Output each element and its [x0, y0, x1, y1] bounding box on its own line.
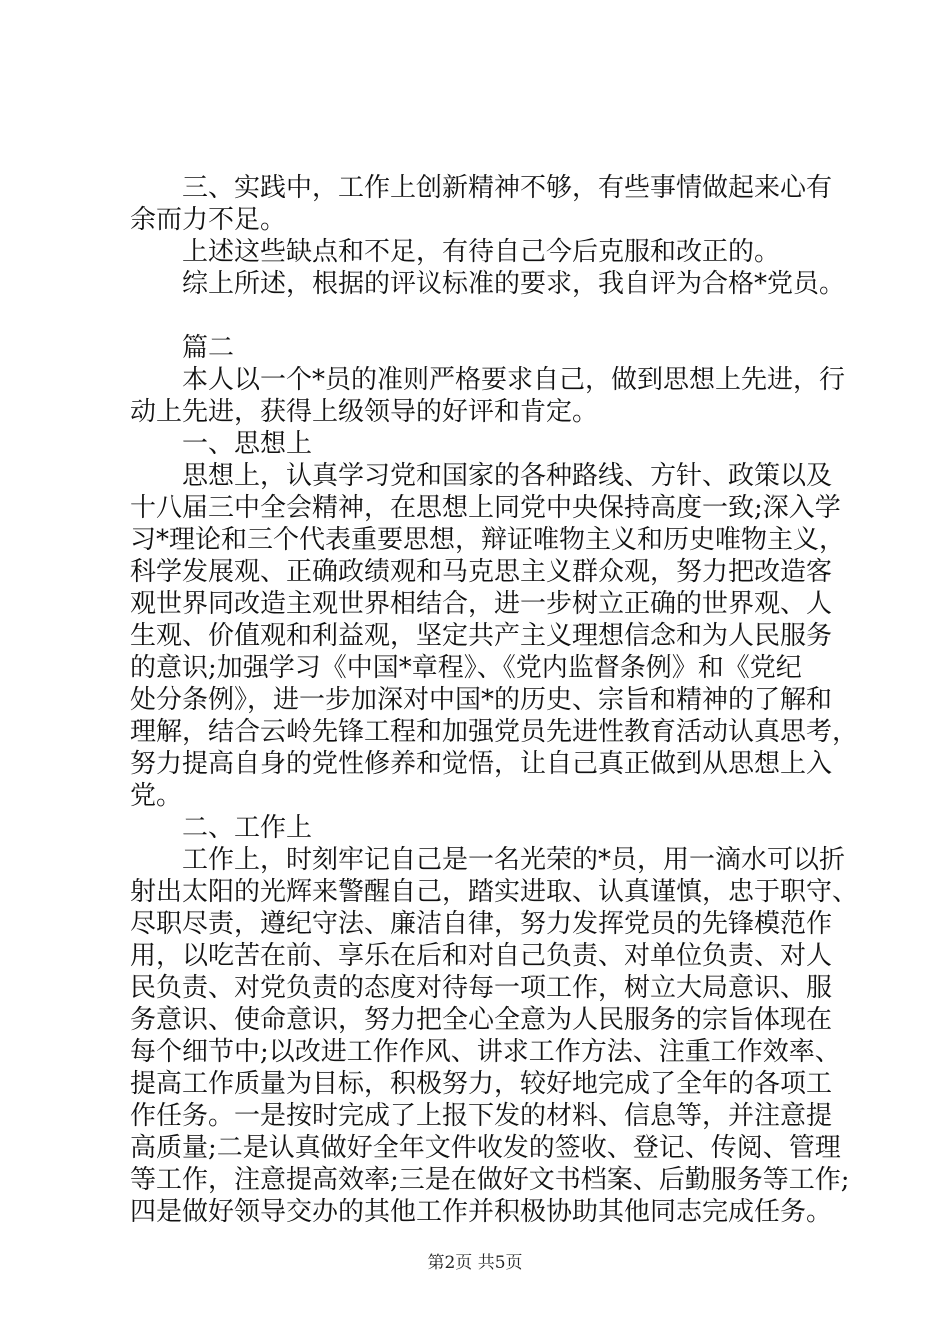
- paragraph-line: 努力提高自身的党性修养和觉悟，让自己真正做到从思想上入: [130, 749, 833, 779]
- paragraph-line: 本人以一个*员的准则严格要求自己，做到思想上先进，行: [182, 365, 846, 395]
- blank-line: [130, 300, 832, 332]
- paragraph-line: 动上先进，获得上级领导的好评和肯定。: [130, 397, 599, 427]
- paragraph-line: 高质量;二是认真做好全年文件收发的签收、登记、传阅、管理: [130, 1133, 841, 1163]
- paragraph-line: 综上所述，根据的评议标准的要求，我自评为合格*党员。: [182, 269, 846, 299]
- paragraph-line: 务意识、使命意识，努力把全心全意为人民服务的宗旨体现在: [130, 1005, 833, 1035]
- section-title: 篇二: [182, 333, 235, 363]
- heading-thought: 一、思想上: [182, 429, 313, 459]
- paragraph-line: 每个细节中;以改进工作作风、讲求工作方法、注重工作效率、: [130, 1037, 841, 1067]
- paragraph-line: 的意识;加强学习《中国*章程》、《党内监督条例》和《党纪: [130, 653, 802, 683]
- paragraph-line: 尽职尽责，遵纪守法、廉洁自律，努力发挥党员的先锋模范作: [130, 909, 833, 939]
- paragraph-line: 作任务。一是按时完成了上报下发的材料、信息等，并注意提: [130, 1101, 833, 1131]
- paragraph-line: 理解，结合云岭先锋工程和加强党员先进性教育活动认真思考，: [130, 717, 859, 747]
- paragraph-line: 等工作，注意提高效率;三是在做好文书档案、后勤服务等工作;: [130, 1165, 850, 1195]
- paragraph-line: 科学发展观、正确政绩观和马克思主义群众观，努力把改造客: [130, 557, 833, 587]
- paragraph-line: 用，以吃苦在前、享乐在后和对自己负责、对单位负责、对人: [130, 941, 833, 971]
- paragraph-line: 党。: [130, 781, 183, 811]
- paragraph-line: 三、实践中，工作上创新精神不够，有些事情做起来心有: [182, 173, 833, 203]
- heading-work: 二、工作上: [182, 813, 313, 843]
- paragraph-line: 提高工作质量为目标，积极努力，较好地完成了全年的各项工: [130, 1069, 833, 1099]
- paragraph-line: 工作上，时刻牢记自己是一名光荣的*员，用一滴水可以折: [182, 845, 846, 875]
- paragraph-line: 上述这些缺点和不足，有待自己今后克服和改正的。: [182, 237, 781, 267]
- paragraph-line: 处分条例》，进一步加深对中国*的历史、宗旨和精神的了解和: [130, 685, 833, 715]
- paragraph-line: 观世界同改造主观世界相结合，进一步树立正确的世界观、人: [130, 589, 833, 619]
- paragraph-line: 习*理论和三个代表重要思想，辩证唯物主义和历史唯物主义，: [130, 525, 846, 555]
- document-body: [130, 172, 859, 1228]
- paragraph-line: 十八届三中全会精神，在思想上同党中央保持高度一致;深入学: [130, 493, 841, 523]
- paragraph-line: 余而力不足。: [130, 205, 287, 235]
- page-footer: 第2页 共5页: [427, 1253, 523, 1273]
- paragraph-line: 思想上，认真学习党和国家的各种路线、方针、政策以及: [182, 461, 833, 491]
- paragraph-line: 四是做好领导交办的其他工作并积极协助其他同志完成任务。: [130, 1197, 833, 1227]
- paragraph-line: 生观、价值观和利益观，坚定共产主义理想信念和为人民服务: [130, 621, 833, 651]
- paragraph-line: 民负责、对党负责的态度对待每一项工作，树立大局意识、服: [130, 973, 833, 1003]
- paragraph-line: 射出太阳的光辉来警醒自己，踏实进取、认真谨慎，忠于职守、: [130, 877, 859, 907]
